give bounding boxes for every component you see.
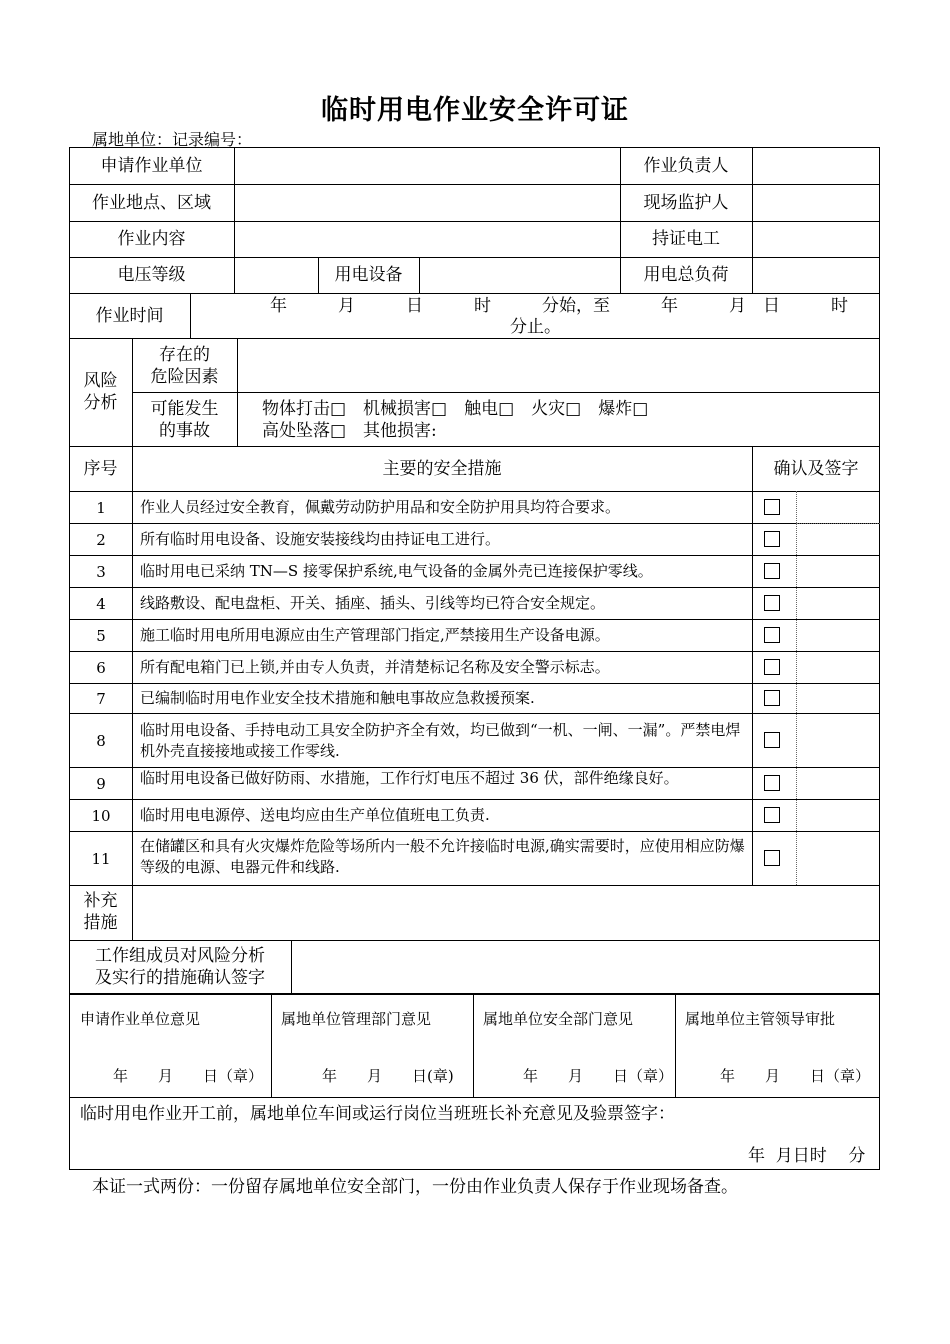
measure-checkbox[interactable] bbox=[764, 690, 780, 706]
risk-label-2: 分析 bbox=[83, 393, 118, 413]
approval-date: 年 月 日（章） bbox=[523, 1067, 674, 1085]
accident-label-1: 可能发生 bbox=[150, 399, 219, 419]
voltage-label: 电压等级 bbox=[117, 265, 186, 285]
approval-title: 属地单位管理部门意见 bbox=[281, 1010, 432, 1028]
footnote: 本证一式两份：一份留存属地单位安全部门，一份由作业负责人保存于作业现场备查。 bbox=[92, 1177, 738, 1197]
measure-checkbox[interactable] bbox=[764, 627, 780, 643]
leader-label: 作业负责人 bbox=[643, 156, 729, 176]
measure-checkbox[interactable] bbox=[764, 531, 780, 547]
measure-text: 临时用电电源停、送电均应由生产单位值班电工负责. bbox=[140, 806, 490, 824]
measure-text: 临时用电已采纳 TN—S 接零保护系统,电气设备的金属外壳已连接保护零线。 bbox=[140, 562, 653, 580]
approval-date: 年 月 日（章） bbox=[720, 1067, 871, 1085]
final-check-text: 临时用电作业开工前，属地单位车间或运行岗位当班班长补充意见及验票签字： bbox=[80, 1104, 675, 1124]
time-label: 作业时间 bbox=[95, 306, 164, 326]
measure-no: 8 bbox=[96, 732, 106, 750]
hazard-label-1: 存在的 bbox=[159, 345, 210, 365]
measure-checkbox[interactable] bbox=[764, 563, 780, 579]
measure-text: 已编制临时用电作业安全技术措施和触电事故应急救援预案. bbox=[140, 689, 535, 707]
measure-no: 7 bbox=[96, 690, 106, 708]
measure-no: 10 bbox=[91, 807, 111, 825]
measure-no: 4 bbox=[96, 595, 106, 613]
measure-text: 所有配电箱门已上锁,并由专人负责，并清楚标记名称及安全警示标志。 bbox=[140, 658, 610, 676]
measure-no: 11 bbox=[91, 850, 111, 868]
supplement-label-1: 补充 bbox=[83, 891, 118, 911]
total-load-label: 用电总负荷 bbox=[643, 265, 729, 285]
content-label: 作业内容 bbox=[117, 229, 186, 249]
measures-header: 主要的安全措施 bbox=[382, 459, 502, 479]
measure-no: 2 bbox=[96, 531, 106, 549]
measure-checkbox[interactable] bbox=[764, 850, 780, 866]
measure-checkbox[interactable] bbox=[764, 775, 780, 791]
risk-label-1: 风险 bbox=[83, 371, 118, 391]
confirm-header: 确认及签字 bbox=[773, 459, 859, 479]
measure-text: 所有临时用电设备、设施安装接线均由持证电工进行。 bbox=[140, 530, 501, 548]
measure-text: 临时用电设备、手持电动工具安全防护齐全有效，均已做到“一机、一闸、一漏”。严禁电焊机外壳直接接地或接工作零线. bbox=[140, 721, 741, 760]
measure-text: 临时用电设备已做好防雨、水措施，工作行灯电压不超过 36 伏，部件绝缘良好。 bbox=[140, 769, 679, 787]
final-check-datetime: 年 月日时 分 bbox=[748, 1146, 866, 1166]
measure-checkbox[interactable] bbox=[764, 659, 780, 675]
measure-text: 在储罐区和具有火灾爆炸危险等场所内一般不允许接临时电源,确实需要时，应使用相应防爆等级的电源、电器元件和线路. bbox=[140, 837, 745, 876]
location-label: 作业地点、区域 bbox=[92, 193, 211, 213]
equipment-label: 用电设备 bbox=[334, 265, 403, 285]
electrician-label: 持证电工 bbox=[652, 229, 720, 249]
page-title: 临时用电作业安全许可证 bbox=[321, 95, 629, 126]
measure-checkbox[interactable] bbox=[764, 732, 780, 748]
measure-checkbox[interactable] bbox=[764, 807, 780, 823]
accident-options-2: 高处坠落□ 其他损害: bbox=[262, 421, 437, 441]
measure-no: 9 bbox=[96, 775, 106, 793]
approval-title: 属地单位安全部门意见 bbox=[483, 1010, 634, 1028]
measure-text: 施工临时用电所用电源应由生产管理部门指定,严禁接用生产设备电源。 bbox=[140, 626, 610, 644]
team-confirm-label-1: 工作组成员对风险分析 bbox=[95, 946, 265, 966]
approval-date: 年 月 日（章） bbox=[113, 1067, 264, 1085]
team-confirm-label-2: 及实行的措施确认签字 bbox=[95, 968, 265, 988]
accident-label-2: 的事故 bbox=[159, 421, 210, 441]
accident-options-1: 物体打击□ 机械损害□ 触电□ 火灾□ 爆炸□ bbox=[262, 399, 649, 419]
hazard-label-2: 危险因素 bbox=[150, 367, 219, 387]
unit-record-line: 属地单位：记录编号： bbox=[92, 130, 253, 149]
measure-checkbox[interactable] bbox=[764, 499, 780, 515]
approval-title: 属地单位主管领导审批 bbox=[685, 1010, 836, 1028]
measure-no: 6 bbox=[96, 659, 106, 677]
approval-date: 年 月 日(章) bbox=[322, 1067, 454, 1085]
measure-no: 3 bbox=[96, 563, 106, 581]
seq-header: 序号 bbox=[83, 459, 118, 479]
measure-text: 作业人员经过安全教育，佩戴劳动防护用品和安全防护用具均符合要求。 bbox=[140, 498, 621, 516]
time-range-line1: 年 月 日 时 分始，至 年 月 日 时 bbox=[270, 296, 848, 316]
measure-checkbox[interactable] bbox=[764, 595, 780, 611]
measure-no: 5 bbox=[96, 627, 106, 645]
supervisor-label: 现场监护人 bbox=[643, 193, 729, 213]
measure-text: 线路敷设、配电盘柜、开关、插座、插头、引线等均已符合安全规定。 bbox=[140, 594, 606, 612]
supplement-label-2: 措施 bbox=[83, 913, 118, 933]
time-range-line2: 分止。 bbox=[510, 317, 561, 337]
measure-no: 1 bbox=[96, 499, 106, 517]
approval-title: 申请作业单位意见 bbox=[80, 1010, 201, 1028]
apply-unit-label: 申请作业单位 bbox=[100, 156, 203, 176]
